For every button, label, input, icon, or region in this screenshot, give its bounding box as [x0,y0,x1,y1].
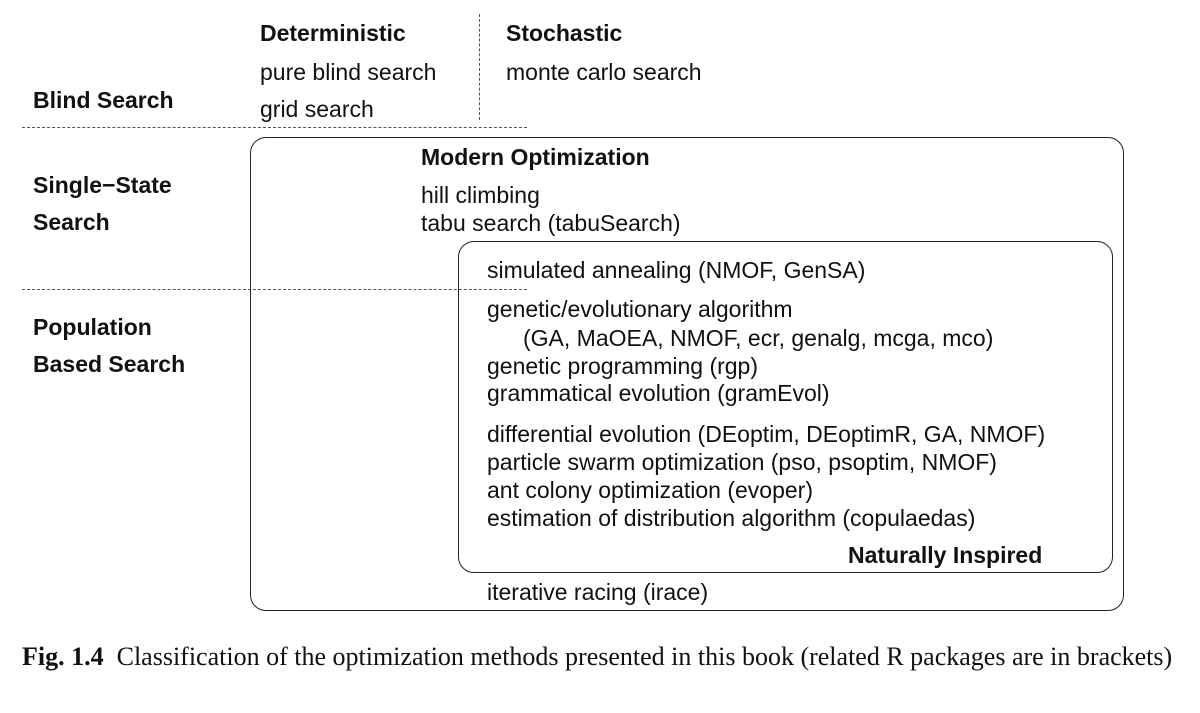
row-label-population: Population [33,314,152,340]
deterministic-item: pure blind search [260,59,437,85]
figure-caption [22,640,1187,674]
naturally-inspired-title: Naturally Inspired [848,542,1043,568]
natural-item: ant colony optimization (evoper) [487,477,813,503]
natural-item: (GA, MaOEA, NMOF, ecr, genalg, mcga, mco) [523,325,994,351]
natural-item: estimation of distribution algorithm (copulaedas) [487,505,976,531]
column-header-stochastic: Stochastic [506,20,623,46]
figure-caption-text: Classification of the optimization methods presented in this book (related R packages are in brackets) [116,642,1173,671]
figure-caption-label: Fig. 1.4 [22,642,104,671]
blind-search-divider [22,127,527,128]
natural-item: genetic programming (rgp) [487,353,759,379]
deterministic-item: grid search [260,96,374,122]
modern-item: hill climbing [421,182,540,208]
column-divider [479,14,480,120]
natural-item: grammatical evolution (gramEvol) [487,380,830,406]
row-label-single-state: Single−State [33,172,172,198]
natural-item: simulated annealing (NMOF, GenSA) [487,257,866,283]
column-header-deterministic: Deterministic [260,20,406,46]
natural-item: particle swarm optimization (pso, psoptim, NMOF) [487,449,997,475]
row-label-population: Based Search [33,351,186,377]
row-label-single-state: Search [33,209,110,235]
stochastic-item: monte carlo search [506,59,702,85]
natural-item: genetic/evolutionary algorithm [487,296,793,322]
natural-item: differential evolution (DEoptim, DEoptimR, GA, NMOF) [487,421,1046,447]
row-label-blind-search: Blind Search [33,87,174,113]
modern-item-after: iterative racing (irace) [487,579,709,605]
modern-optimization-title: Modern Optimization [421,144,650,170]
modern-item: tabu search (tabuSearch) [421,210,681,236]
